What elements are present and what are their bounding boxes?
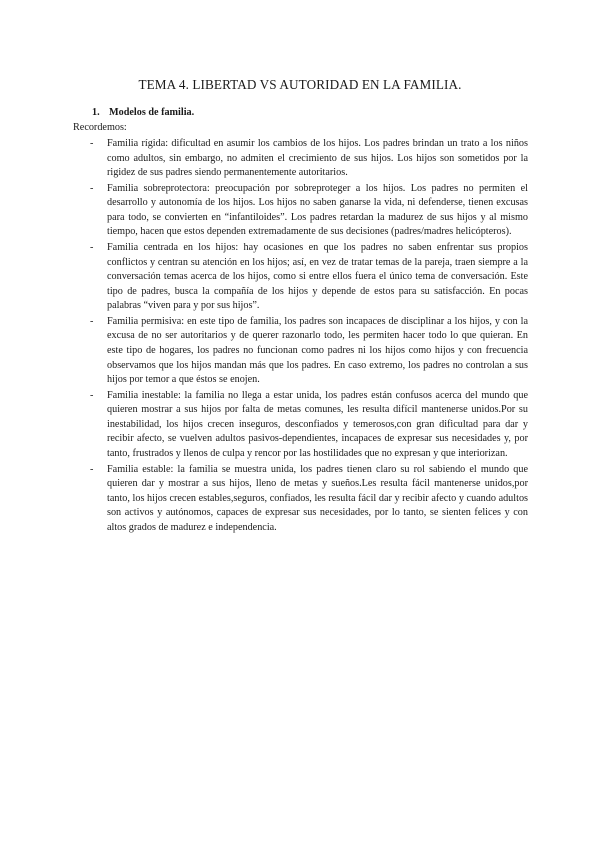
list-item — [90, 463, 528, 536]
bullet-dash: - — [90, 182, 94, 194]
page-title: TEMA 4. LIBERTAD VS AUTORIDAD EN LA FAMILIA. — [138, 77, 462, 92]
list-item-text: Familia centrada en los hijos: hay ocasiones en que los padres no saben enfrentar sus propios conflictos y centran su atención en los hijos; así, en vez de tratar temas de la pareja, traen siempre a la conversación temas acerca de los hijos, como si entre ellos fuera el único tema de conversación. Este tipo de padres, busca la compañía de los hijos y depende de estos para su satisfacción. En pocas palabras “viven para y por sus hijos”. — [107, 241, 528, 312]
bullet-dash: - — [90, 315, 94, 327]
list-item — [90, 241, 528, 314]
list-item-text: Familia rígida: dificultad en asumir los cambios de los hijos. Los padres brindan un trato a los niños como adultos, sin embargo, no admiten el crecimiento de sus hijos. Los hijos son sometidos por la rigidez de sus padres siendo permanentemente autoritarios. — [107, 138, 528, 179]
family-models-list — [90, 137, 528, 536]
list-item — [90, 389, 528, 462]
list-item — [90, 315, 528, 388]
bullet-dash: - — [90, 138, 94, 149]
bullet-dash: - — [90, 389, 94, 401]
section-heading-text: Modelos de familia. — [109, 107, 195, 118]
list-item-text: Familia inestable: la familia no llega a estar unida, los padres están confusos acerca del mundo que quieren mostrar a sus hijos por falta de metas comunes, les resulta difícil mantenerse unidos.Por su inestabilidad, los hijos crecen inseguros, desconfiados y temerosos,con gran dificultad para dar y recibir afecto, se vuelven adultos pasivos-dependientes, incapaces de expresar sus necesidades y, por tanto, frustrados y llenos de culpa y rencor por las hostilidades que no expresan y que interiorizan. — [107, 389, 528, 460]
list-item — [90, 137, 528, 181]
section-heading — [92, 107, 194, 118]
section-number: 1. — [92, 107, 100, 118]
bullet-dash: - — [90, 241, 94, 253]
intro-text: Recordemos: — [73, 122, 127, 133]
bullet-dash: - — [90, 463, 94, 475]
list-item-text: Familia sobreprotectora: preocupación por sobreproteger a los hijos. Los padres no permiten el desarrollo y autonomía de los hijos. Los hijos no saben ganarse la vida, ni defenderse, tienen excusas para todo, se convierten en “infantiloides”. Los padres retardan la madurez de sus hijos y al mismo tiempo, hacen que estos dependen extremadamente de sus decisiones (padres/madres helicópteros). — [107, 182, 528, 238]
list-item-text: Familia permisiva: en este tipo de familia, los padres son incapaces de disciplinar a los hijos, y con la excusa de no ser autoritarios y de querer razonarlo todo, les permiten hacer todo lo que quieran. En este tipo de hogares, los padres no funcionan como padres ni los hijos como hijos y con frecuencia observamos que los hijos mandan más que los padres. En caso extremo, los padres no controlan a sus hijos por temor a que éstos se enojen. — [107, 315, 528, 386]
list-item-text: Familia estable: la familia se muestra unida, los padres tienen claro su rol sabiendo el mundo que quieren dar y mostrar a sus hijos, lleno de metas y sueños.Les resulta fácil mantenerse unidos,por tanto, los hijos crecen estables,seguros, confiados, les resulta fácil dar y recibir afecto y cuando adultos son activos y autónomos, capaces de expresar sus necesidades, por lo tanto, se sienten felices y con altos grados de madurez e independencia. — [107, 463, 528, 533]
list-item — [90, 182, 528, 240]
